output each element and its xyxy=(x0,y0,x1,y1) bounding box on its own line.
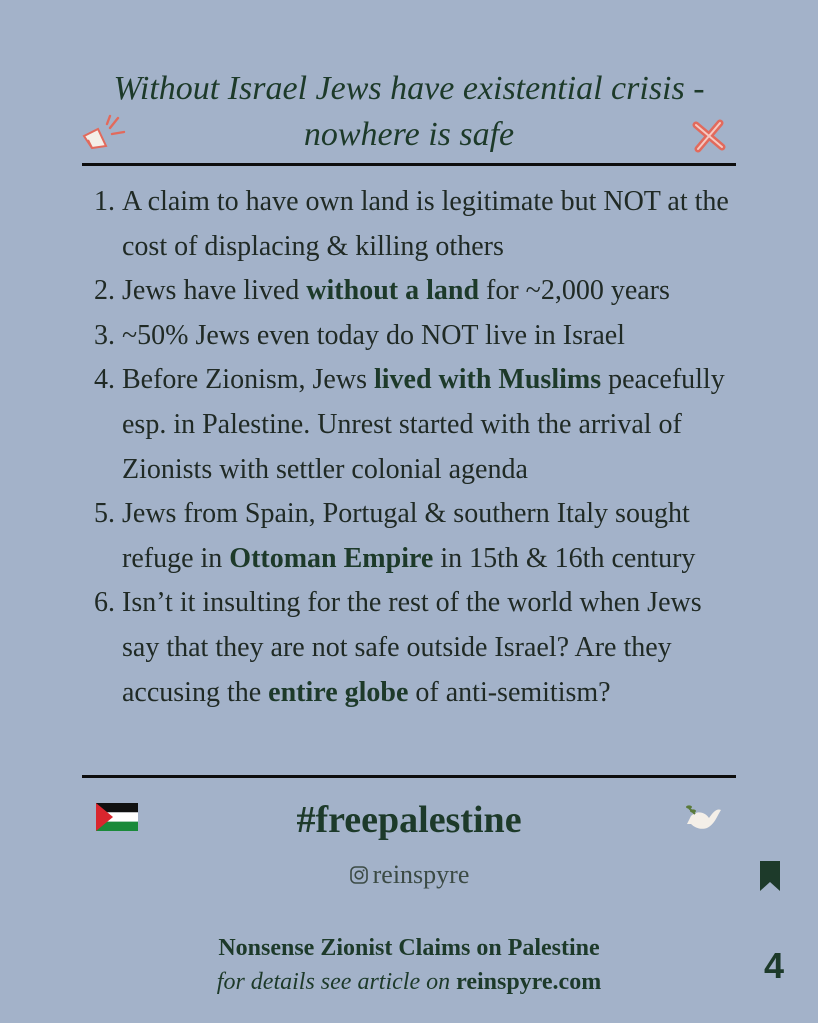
list-item-text: Before Zionism, Jews xyxy=(122,364,374,396)
list-item-emphasis: without a land xyxy=(306,275,480,307)
bookmark-icon[interactable] xyxy=(758,861,782,891)
list-item xyxy=(94,180,739,269)
footer-title: Nonsense Zionist Claims on Palestine xyxy=(218,935,600,961)
handle-text: reinspyre xyxy=(372,860,470,889)
list-item xyxy=(94,358,739,492)
list-item-emphasis: lived with Muslims xyxy=(373,364,602,396)
list-item-text: Jews have lived xyxy=(122,275,307,307)
list-item-text: ~50% Jews even today do NOT live in Israel xyxy=(122,319,625,351)
list-item-number: 4. xyxy=(94,364,115,396)
list-item xyxy=(94,314,739,359)
footer-site-link[interactable]: reinspyre.com xyxy=(456,969,602,995)
list-item-text: peacefully esp. in Palestine. Unrest started with the arrival of Zionists with settler colonial agenda xyxy=(122,364,725,485)
footer-sub-prefix: for details see article on xyxy=(216,969,451,995)
cross-icon xyxy=(688,117,730,155)
title-line-2: nowhere is safe xyxy=(303,116,515,153)
list-item-text: in 15th & 16th century xyxy=(433,542,696,574)
list-item-number: 3. xyxy=(94,319,115,351)
list-item xyxy=(94,492,739,581)
list-item-text: Isn’t it insulting for the rest of the world when Jews say that they are not safe outside Israel? Are they accusing the xyxy=(122,587,702,708)
page-number: 4 xyxy=(763,945,785,986)
instagram-icon xyxy=(349,865,369,885)
top-divider xyxy=(82,163,736,166)
list-item-number: 6. xyxy=(94,587,115,619)
list-item-emphasis: entire globe xyxy=(268,676,409,708)
claims-list xyxy=(94,180,739,715)
list-item-text: for ~2,000 years xyxy=(479,275,670,307)
page-title xyxy=(82,66,736,158)
list-item-number: 1. xyxy=(94,186,115,217)
hashtag-text: #freepalestine xyxy=(296,799,522,841)
dove-icon xyxy=(683,800,723,834)
list-item-text: A claim to have own land is legitimate but NOT at the cost of displacing & killing others xyxy=(122,186,729,262)
title-line-1: Without Israel Jews have existential crisis - xyxy=(113,70,705,107)
list-item xyxy=(94,269,739,314)
list-item-text: Jews from Spain, Portugal & southern Italy sought refuge in xyxy=(122,498,690,574)
list-item-emphasis: Ottoman Empire xyxy=(229,542,434,574)
footer-subtitle xyxy=(0,966,818,998)
megaphone-icon xyxy=(80,112,128,152)
social-handle xyxy=(0,858,818,892)
bottom-divider xyxy=(82,775,736,778)
list-item-number: 2. xyxy=(94,275,115,307)
list-item-text: of anti-semitism? xyxy=(408,676,611,708)
list-item xyxy=(94,581,739,715)
list-item-number: 5. xyxy=(94,498,115,530)
